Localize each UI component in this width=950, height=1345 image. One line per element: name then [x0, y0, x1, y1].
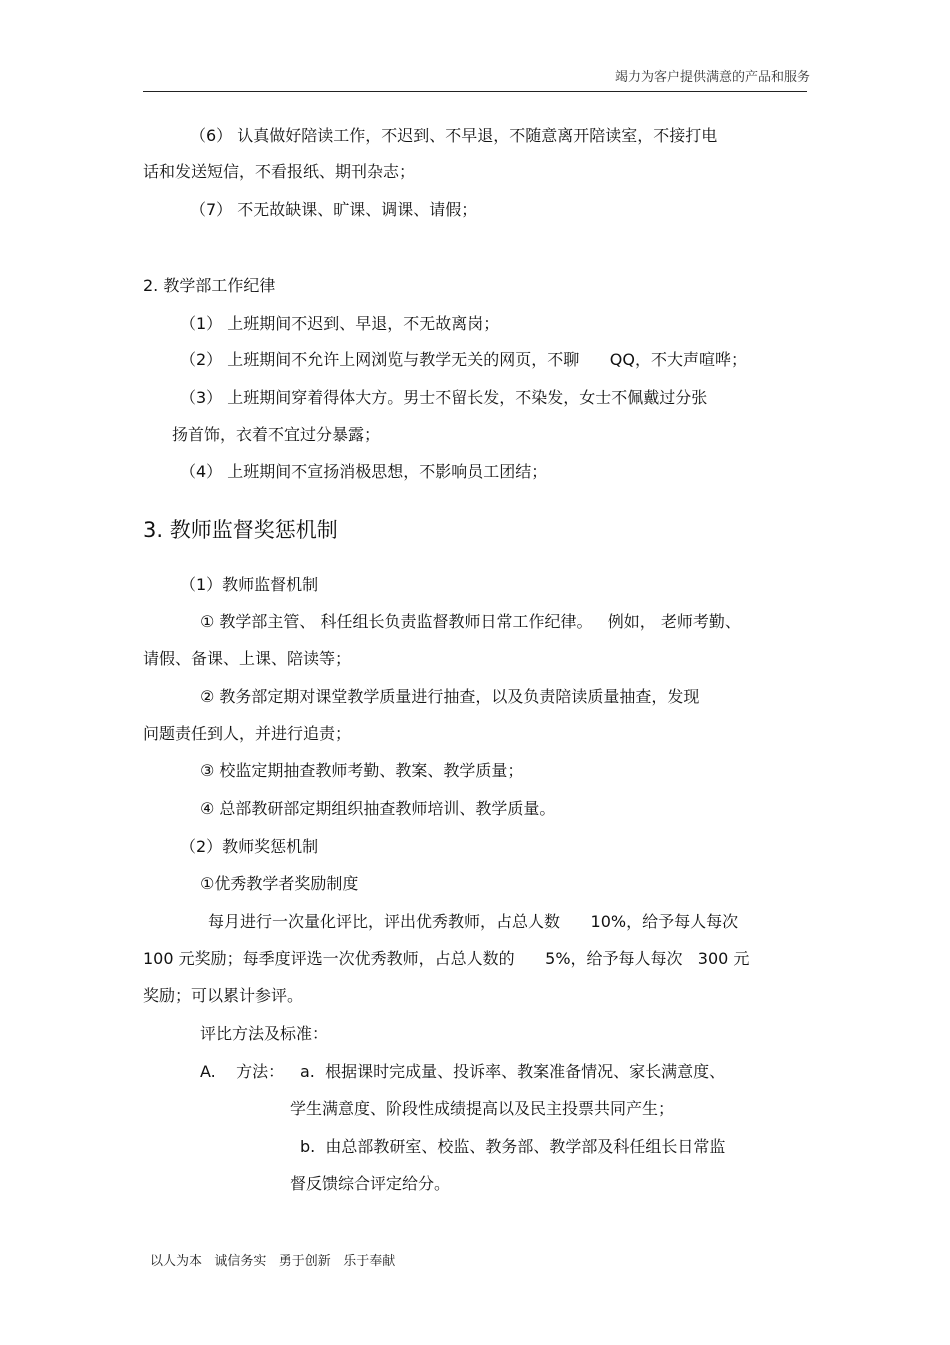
reward-system-line1: 每月进行一次量化评比，评出优秀教师，占总人数 10%，给予每人每次	[208, 912, 739, 931]
section-2-item-4: （4） 上班期间不宣扬消极思想，不影响员工团结；	[180, 462, 548, 481]
paragraph-item-6-line2: 话和发送短信，不看报纸、期刊杂志；	[143, 162, 416, 181]
paragraph-item-7: （7） 不无故缺课、旷课、调课、请假；	[190, 200, 478, 219]
method-b-line2: 督反馈综合评定给分。	[290, 1174, 451, 1193]
evaluation-title: 评比方法及标准：	[200, 1024, 329, 1043]
section-3-sub1-item2-line2: 问题责任到人，并进行追责；	[143, 724, 352, 743]
header-slogan: 竭力为客户提供满意的产品和服务	[614, 70, 810, 85]
reward-system-title: ①优秀教学者奖励制度	[200, 874, 359, 893]
section-2-item-2: （2） 上班期间不允许上网浏览与教学无关的网页，不聊 QQ，不大声喧哗；	[180, 350, 747, 369]
section-3-sub1-item1-line1: ① 教学部主管、 科任组长负责监督教师日常工作纪律。 例如， 老师考勤、	[200, 612, 741, 631]
section-3-sub1-item2-line1: ② 教务部定期对课堂教学质量进行抽查，以及负责陪读质量抽查，发现	[200, 687, 700, 706]
paragraph-item-6-line1: （6） 认真做好陪读工作，不迟到、不早退，不随意离开陪读室，不接打电	[190, 126, 718, 145]
section-3-title: 3. 教师监督奖惩机制	[143, 518, 338, 542]
method-label: A. 方法：	[200, 1062, 285, 1081]
method-a-line2: 学生满意度、阶段性成绩提高以及民主投票共同产生；	[290, 1099, 675, 1118]
reward-system-line2: 100 元奖励；每季度评选一次优秀教师，占总人数的 5%，给予每人每次 300 元	[143, 949, 750, 968]
section-3-sub1-item4: ④ 总部教研部定期组织抽查教师培训、教学质量。	[200, 799, 556, 818]
section-2-item-3-line2: 扬首饰，衣着不宜过分暴露；	[172, 425, 381, 444]
section-2-item-1: （1） 上班期间不迟到、早退，不无故离岗；	[180, 314, 500, 333]
section-3-sub2-title: （2）教师奖惩机制	[180, 837, 319, 856]
section-2-item-3-line1: （3） 上班期间穿着得体大方。男士不留长发，不染发，女士不佩戴过分张	[180, 388, 708, 407]
header-divider	[143, 91, 807, 92]
section-3-sub1-item3: ③ 校监定期抽查教师考勤、教案、教学质量；	[200, 761, 524, 780]
method-a-line1: a. 根据课时完成量、投诉率、教案准备情况、家长满意度、	[300, 1062, 726, 1081]
section-2-title: 2. 教学部工作纪律	[143, 276, 276, 295]
footer-motto: 以人为本 诚信务实 勇于创新 乐于奉献	[150, 1254, 396, 1269]
section-3-sub1-title: （1）教师监督机制	[180, 575, 319, 594]
reward-system-line3: 奖励；可以累计参评。	[143, 986, 304, 1005]
section-3-sub1-item1-line2: 请假、备课、上课、陪读等；	[143, 649, 352, 668]
method-b-line1: b. 由总部教研室、校监、教务部、教学部及科任组长日常监	[300, 1137, 726, 1156]
